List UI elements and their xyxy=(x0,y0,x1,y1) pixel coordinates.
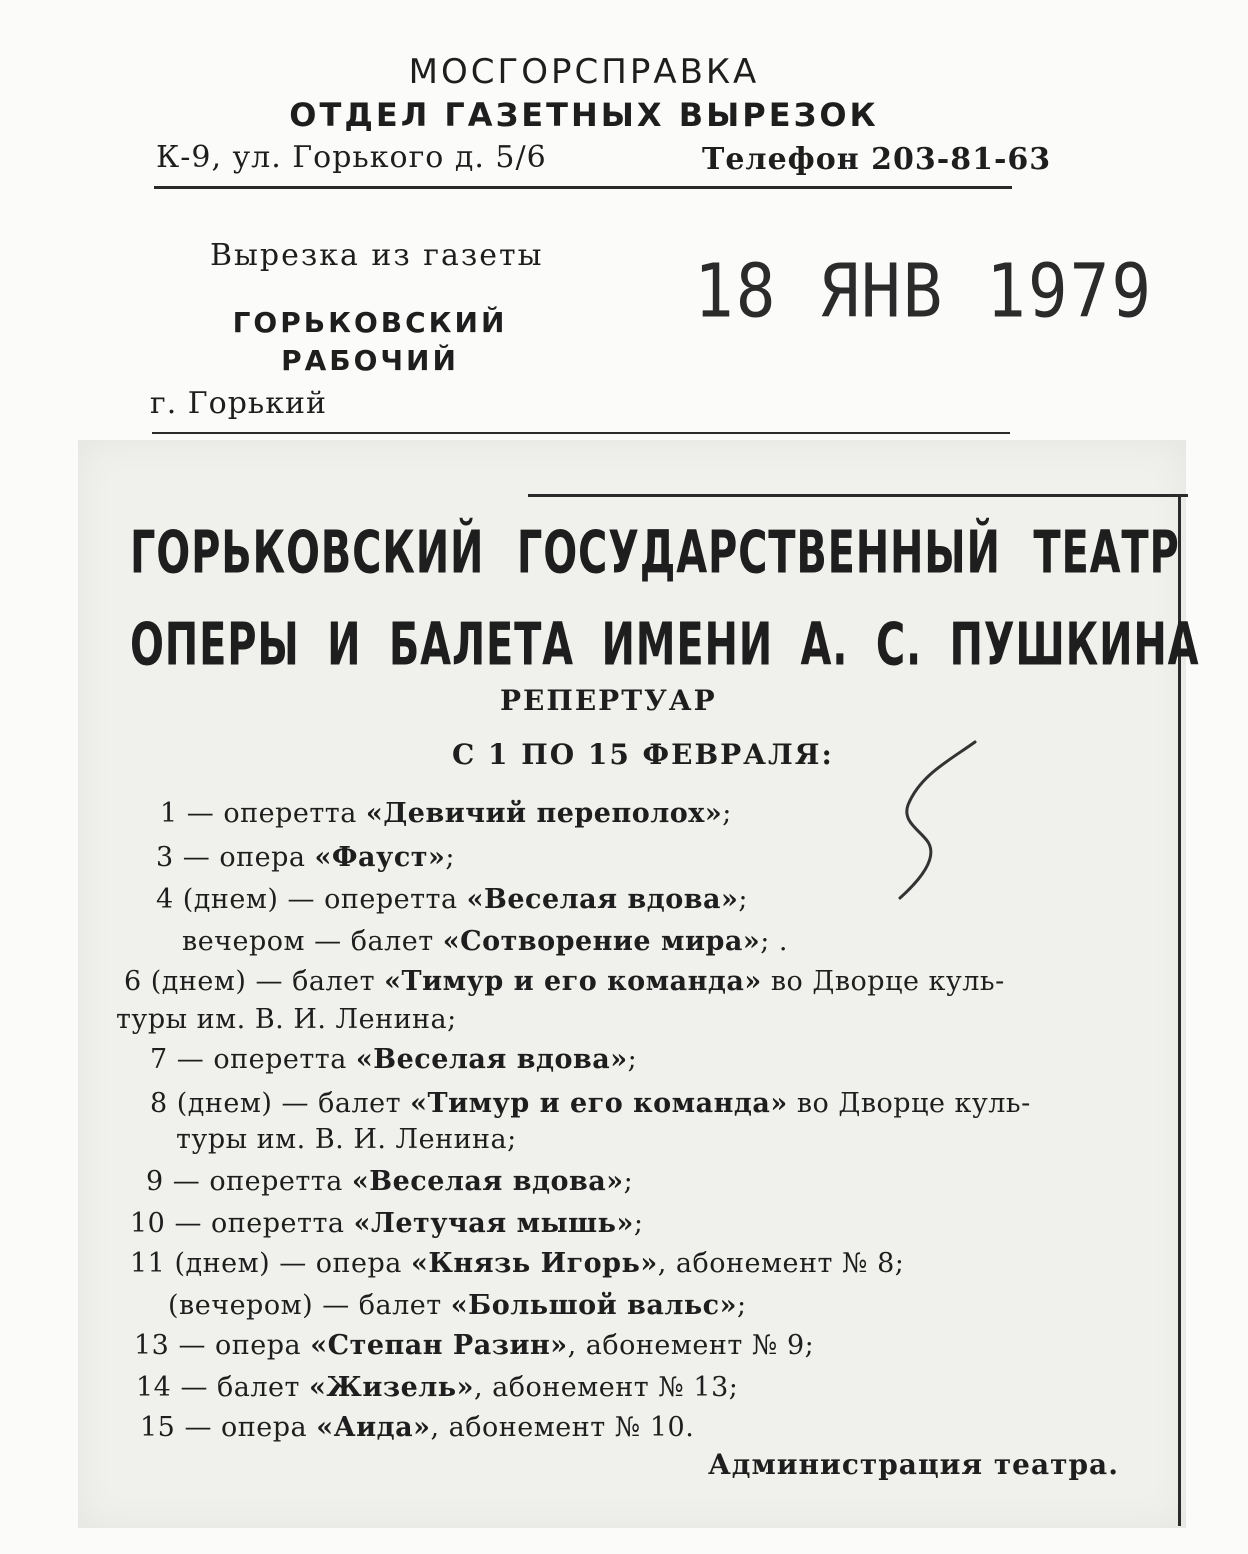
period-heading: С 1 ПО 15 ФЕВРАЛЯ: xyxy=(452,738,834,771)
repertoire-entry xyxy=(160,798,732,829)
entry-text-tail: ; xyxy=(738,884,749,915)
entry-text: 14 — балет xyxy=(136,1372,310,1403)
entry-work-title: «Аида» xyxy=(316,1412,431,1443)
entry-work-title: «Сотворение мира» xyxy=(442,926,761,957)
entry-text-tail: , абонемент № 13; xyxy=(474,1372,739,1403)
entry-text: 8 (днем) — балет xyxy=(150,1088,411,1119)
agency-name: МОСГОРСПРАВКА xyxy=(408,52,760,92)
newspaper-name-line2: РАБОЧИЙ xyxy=(281,344,459,377)
entry-text: туры им. В. И. Ленина; xyxy=(176,1124,517,1155)
entry-work-title: «Тимур и его команда» xyxy=(410,1088,788,1119)
handwritten-mark xyxy=(880,730,1000,910)
repertoire-entry xyxy=(124,966,1005,997)
entry-work-title: «Большой вальс» xyxy=(450,1290,737,1321)
entry-work-title: «Девичий переполох» xyxy=(365,798,723,829)
repertoire-entry xyxy=(156,842,455,873)
newspaper-name-line1: ГОРЬКОВСКИЙ xyxy=(232,306,508,339)
repertoire-entry xyxy=(116,1004,457,1035)
newspaper-city: г. Горький xyxy=(150,386,327,421)
entry-text-tail: во Дворце куль- xyxy=(787,1088,1031,1119)
repertoire-entry xyxy=(136,1372,738,1403)
clipping-top-edge xyxy=(528,494,1188,497)
entry-text-tail: ; . xyxy=(760,926,789,957)
repertoire-entry xyxy=(168,1290,747,1321)
entry-text-tail: ; xyxy=(623,1166,634,1197)
repertoire-entry xyxy=(150,1044,637,1075)
entry-work-title: «Князь Игорь» xyxy=(410,1248,658,1279)
article-title-line2: ОПЕРЫ И БАЛЕТА ИМЕНИ А. С. ПУШКИНА xyxy=(130,610,1200,679)
form-divider-thin xyxy=(152,432,1010,434)
repertoire-entry xyxy=(146,1166,633,1197)
entry-text-tail: во Дворце куль- xyxy=(761,966,1005,997)
entry-text: 9 — оперетта xyxy=(146,1166,352,1197)
entry-text-tail: ; xyxy=(633,1208,644,1239)
entry-text: туры им. В. И. Ленина; xyxy=(116,1004,457,1035)
entry-text: 15 — опера xyxy=(140,1412,317,1443)
entry-work-title: «Летучая мышь» xyxy=(353,1208,634,1239)
repertoire-entry xyxy=(150,1088,1031,1119)
entry-work-title: «Степан Разин» xyxy=(310,1330,568,1361)
entry-text-tail: ; xyxy=(737,1290,747,1321)
entry-text: 13 — опера xyxy=(134,1330,311,1361)
entry-text-tail: ; xyxy=(627,1044,638,1075)
clipping-label: Вырезка из газеты xyxy=(210,238,544,273)
entry-work-title: «Веселая вдова» xyxy=(351,1166,624,1197)
article-title-line1: ГОРЬКОВСКИЙ ГОСУДАРСТВЕННЫЙ ТЕАТР xyxy=(130,518,1180,587)
repertoire-entry xyxy=(156,884,748,915)
repertoire-entry xyxy=(130,1248,904,1279)
agency-address: К-9, ул. Горького д. 5/6 xyxy=(156,140,547,175)
department-name: ОТДЕЛ ГАЗЕТНЫХ ВЫРЕЗОК xyxy=(289,96,879,134)
entry-work-title: «Фауст» xyxy=(314,842,446,873)
entry-text-tail: ; xyxy=(445,842,455,873)
repertoire-entry xyxy=(176,1124,517,1155)
entry-text: вечером — балет xyxy=(182,926,443,957)
entry-work-title: «Жизель» xyxy=(309,1372,475,1403)
entry-text: (вечером) — балет xyxy=(168,1290,451,1321)
repertoire-entry xyxy=(182,926,788,957)
entry-text: 10 — оперетта xyxy=(130,1208,354,1239)
repertoire-entry xyxy=(134,1330,814,1361)
entry-text: 6 (днем) — балет xyxy=(124,966,385,997)
repertoire-entry xyxy=(140,1412,694,1443)
entry-text: 4 (днем) — оперетта xyxy=(156,884,467,915)
entry-text: 11 (днем) — опера xyxy=(130,1248,411,1279)
entry-text-tail: , абонемент № 10. xyxy=(430,1412,695,1443)
entry-work-title: «Веселая вдова» xyxy=(355,1044,628,1075)
header-divider xyxy=(154,186,1012,189)
entry-work-title: «Веселая вдова» xyxy=(466,884,739,915)
entry-text-tail: , абонемент № 8; xyxy=(657,1248,905,1279)
entry-text-tail: ; xyxy=(722,798,732,829)
entry-text: 1 — оперетта xyxy=(160,798,366,829)
article-signature: Администрация театра. xyxy=(708,1448,1119,1481)
entry-work-title: «Тимур и его команда» xyxy=(384,966,762,997)
agency-phone: Телефон 203-81-63 xyxy=(702,142,1052,177)
entry-text: 3 — опера xyxy=(156,842,315,873)
entry-text: 7 — оперетта xyxy=(150,1044,356,1075)
date-stamp: 18 ЯНВ 1979 xyxy=(694,248,1154,335)
entry-text-tail: , абонемент № 9; xyxy=(567,1330,815,1361)
repertoire-entry xyxy=(130,1208,643,1239)
repertoire-heading: РЕПЕРТУАР xyxy=(500,684,717,717)
